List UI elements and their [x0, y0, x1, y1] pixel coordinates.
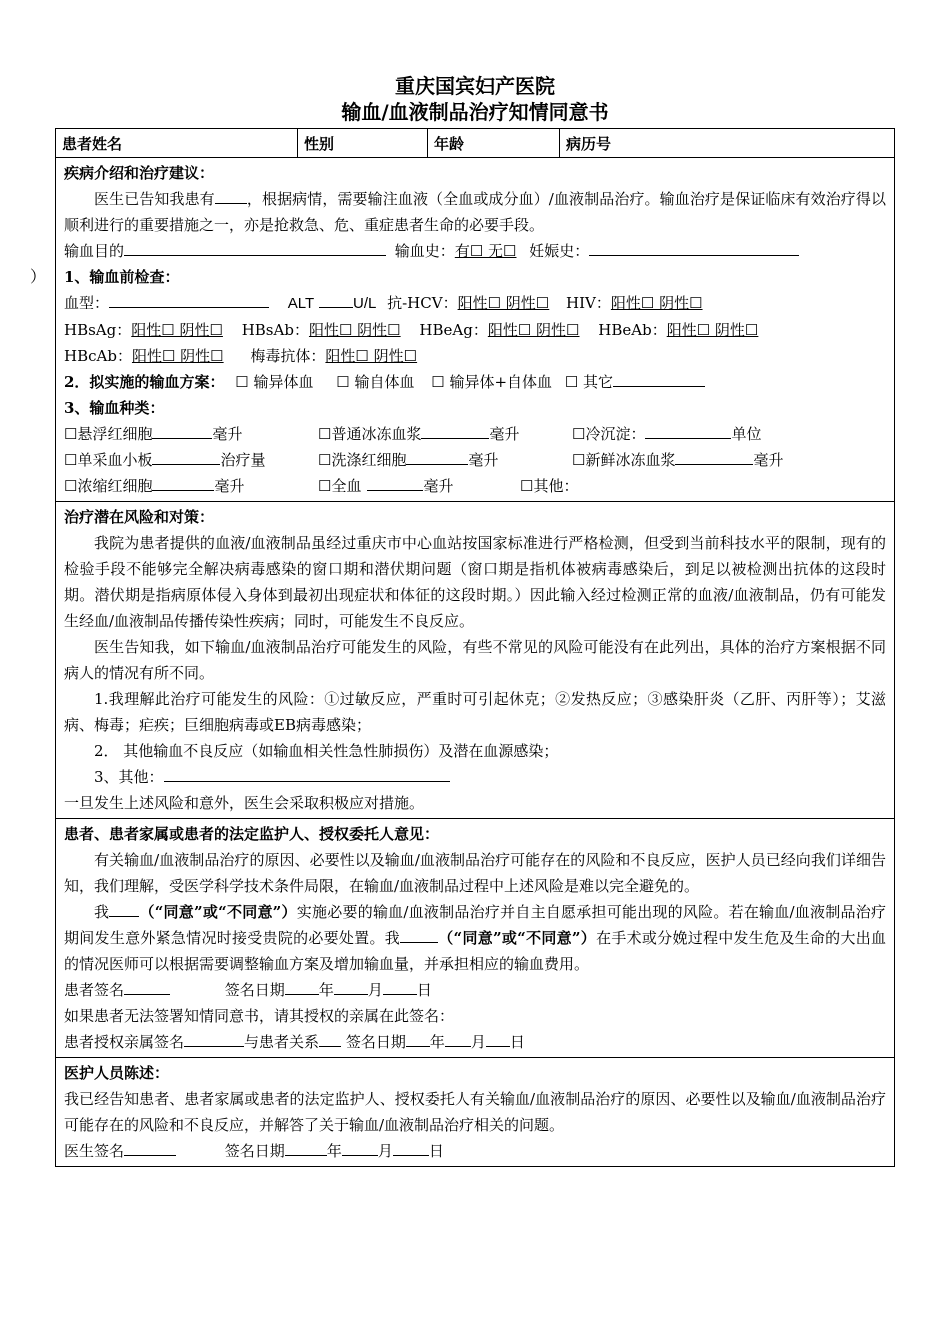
month-label: 月 [470, 1033, 486, 1051]
type-cryoprecipitate[interactable]: ☐冷沉淀： [572, 425, 646, 443]
patient-paragraph-1: 有关输血/血液制品治疗的原因、必要性以及输血/血液制品治疗可能存在的风险和不良反应，医护人员已经向我们详细告知，我们理解，受医学科学技术条件局限，在输血/血液制品过程中上述风险是难以完全避免的。 [64, 851, 886, 895]
blood-type-blank[interactable] [109, 291, 269, 308]
age-cell[interactable]: 年龄 [428, 129, 560, 157]
risk-other-blank[interactable] [164, 765, 450, 782]
plan-option-autologous[interactable]: ☐ 输自体血 [336, 373, 415, 391]
plan-option-other[interactable]: ☐ 其它 [564, 373, 614, 391]
consent-blank-1[interactable] [109, 900, 139, 917]
types-line-3 [64, 473, 886, 499]
disease-paragraph [64, 186, 886, 238]
day-blank[interactable] [486, 1030, 510, 1047]
alt-label: ALT [287, 295, 315, 312]
blank[interactable] [406, 448, 468, 465]
unit: 单位 [731, 425, 762, 443]
plan-other-blank[interactable] [613, 370, 705, 387]
disease-section [56, 158, 894, 502]
syphilis-checkboxes[interactable]: 阳性☐ 阴性☐ [325, 347, 418, 365]
sex-cell[interactable]: 性别 [298, 129, 428, 157]
day-label: 日 [416, 981, 432, 999]
patient-heading: 患者、患者家属或患者的法定监护人、授权委托人意见： [64, 825, 440, 843]
blood-type-label: 血型： [64, 294, 110, 312]
consent-blank-2[interactable] [400, 926, 438, 943]
risk-paragraph-4: 2． 其他输血不良反应（如输血相关性急性肺损伤）及潜在血源感染； [94, 742, 559, 760]
proxy-sign-label: 患者授权亲属签名 [64, 1033, 185, 1051]
risk-paragraph-2: 医生告知我，如下输血/血液制品治疗可能发生的风险，有些不常见的风险可能没有在此列出，具体的治疗方案根据不同病人的情况有所不同。 [64, 638, 886, 682]
plan-option-allogeneic[interactable]: ☐ 输异体血 [235, 373, 314, 391]
type-other[interactable]: ☐其他： [520, 477, 579, 495]
proxy-sign-line [64, 1029, 886, 1055]
hbcab-checkboxes[interactable]: 阳性☐ 阴性☐ [131, 347, 224, 365]
history-label: 输血史： [394, 242, 455, 260]
unit: 毫升 [489, 425, 520, 443]
day-blank[interactable] [383, 978, 417, 995]
patient-sign-blank[interactable] [124, 978, 170, 995]
year-label: 年 [429, 1033, 445, 1051]
day-blank[interactable] [393, 1139, 429, 1156]
hbsag-label: HBsAg： [64, 321, 132, 339]
month-blank[interactable] [445, 1030, 471, 1047]
year-label: 年 [318, 981, 334, 999]
blank[interactable] [645, 422, 731, 439]
date-label: 签名日期 [224, 981, 285, 999]
relation-label: 与患者关系 [244, 1033, 320, 1051]
risk-closing: 一旦发生上述风险和意外，医生会采取积极应对措施。 [64, 794, 425, 812]
purpose-line [64, 238, 886, 264]
purpose-label: 输血目的 [64, 242, 125, 260]
month-label: 月 [367, 981, 383, 999]
text: 我 [94, 903, 110, 921]
history-checkboxes[interactable]: 有☐ 无☐ [454, 242, 517, 260]
document-title: 输血/血液制品治疗知情同意书 [341, 100, 609, 124]
type-washed-rbc[interactable]: ☐洗涤红细胞 [318, 451, 407, 469]
date-label: 签名日期 [224, 1142, 285, 1160]
unit: 毫升 [753, 451, 784, 469]
patient-opinion-section [56, 819, 894, 1058]
disease-heading: 疾病介绍和治疗建议： [64, 164, 215, 182]
text: 实施必要的输血/血液制品治疗并自主自愿承担可能出现的风险。若在输血/血液制品治疗期间发生意外紧急情况时接受贵院的必要处置。我 [64, 903, 886, 947]
types-line-1 [64, 421, 886, 447]
pregnancy-blank[interactable] [589, 239, 799, 256]
risk-paragraph-1: 我院为患者提供的血液/血液制品虽经过重庆市中心血站按国家标准进行严格检测，但受到当前科技水平的限制，现有的检验手段不能够完全解决病毒感染的窗口期和潜伏期问题（窗口期是指机体被病毒感染后，到足以被检测出抗体的这段时期。潜伏期是指病原体侵入身体到最初出现症状和体征的这段时期。）因此输入经过检测正常的血液/血液制品，仍有可能发生经血/血液制品传播传染性疾病；同时，可能发生不良反应。 [64, 534, 886, 630]
patient-sign-label: 患者签名 [64, 981, 125, 999]
unit: 毫升 [468, 451, 499, 469]
pregnancy-label: 妊娠史： [529, 242, 590, 260]
hiv-label: HIV： [566, 294, 611, 312]
blank[interactable] [152, 474, 214, 491]
pretest-line-3 [64, 343, 886, 369]
record-number-cell[interactable]: 病历号 [566, 135, 612, 153]
type-suspended-rbc[interactable]: ☐悬浮红细胞 [64, 425, 153, 443]
hbsab-checkboxes[interactable]: 阳性☐ 阴性☐ [308, 321, 401, 339]
month-blank[interactable] [342, 1139, 378, 1156]
doctor-sign-blank[interactable] [124, 1139, 176, 1156]
unit: 毫升 [423, 477, 454, 495]
diagnosis-blank[interactable] [215, 187, 247, 204]
risk-other-line [64, 764, 886, 790]
risk-paragraph-3: 1.我理解此治疗可能发生的风险：①过敏反应，严重时可引起休克；②发热反应；③感染肝炎（乙肝、丙肝等）；艾滋病、梅毒；疟疾；巨细胞病毒或EB病毒感染； [64, 690, 886, 734]
blank[interactable] [152, 422, 212, 439]
text: 在手术或分娩过程中发生危及生命的大出血的情况医师可以根据需要调整输血方案及增加输血量，并承担相应的输血费用。 [64, 929, 886, 973]
hbcab-label: HBcAb： [64, 347, 132, 365]
patient-info-row [56, 129, 894, 158]
syphilis-label: 梅毒抗体： [250, 347, 326, 365]
blank[interactable] [421, 422, 489, 439]
staff-statement-section [56, 1058, 894, 1166]
year-label: 年 [326, 1142, 342, 1160]
blank[interactable] [152, 448, 220, 465]
risk-section [56, 502, 894, 819]
consent-option-text: （“同意”或“不同意”） [438, 929, 597, 947]
hbeag-checkboxes[interactable]: 阳性☐ 阴性☐ [487, 321, 580, 339]
staff-sign-line [64, 1138, 886, 1164]
day-label: 日 [428, 1142, 444, 1160]
staff-paragraph: 我已经告知患者、患者家属或患者的法定监护人、授权委托人有关输血/血液制品治疗的原因、必要性以及输血/血液制品治疗可能存在的风险和不良反应，并解答了关于输血/血液制品治疗相关的问题。 [64, 1090, 886, 1134]
patient-paragraph-2 [64, 899, 886, 977]
text: 医生已告知我患有 [94, 190, 215, 208]
blank[interactable] [367, 474, 423, 491]
hbsag-checkboxes[interactable]: 阳性☐ 阴性☐ [131, 321, 223, 339]
type-platelets[interactable]: ☐单采血小板 [64, 451, 153, 469]
hbsab-label: HBsAb： [241, 321, 309, 339]
patient-sign-line [64, 977, 886, 1003]
hcv-checkboxes[interactable]: 阳性☐ 阴性☐ [457, 294, 550, 312]
plan-heading: 2．拟实施的输血方案： [64, 373, 225, 391]
types-heading: 3、输血种类： [64, 399, 165, 417]
proxy-sign-blank[interactable] [184, 1030, 244, 1047]
hbeag-label: HBeAg： [419, 321, 488, 339]
purpose-blank[interactable] [124, 239, 386, 256]
type-concentrated-rbc[interactable]: ☐浓缩红细胞 [64, 477, 153, 495]
hospital-name: 重庆国宾妇产医院 [395, 74, 555, 98]
unit: 毫升 [214, 477, 245, 495]
plan-line [64, 369, 886, 395]
risk-heading: 治疗潜在风险和对策： [64, 508, 215, 526]
staff-heading: 医护人员陈述： [64, 1064, 170, 1082]
types-line-2 [64, 447, 886, 473]
pretest-line-2 [64, 317, 886, 343]
date-label: 签名日期 [345, 1033, 406, 1051]
year-blank[interactable] [406, 1030, 430, 1047]
patient-name-cell[interactable]: 患者姓名 [56, 129, 298, 157]
relation-blank[interactable] [319, 1030, 341, 1047]
hbeab-checkboxes[interactable]: 阳性☐ 阴性☐ [666, 321, 759, 339]
day-label: 日 [509, 1033, 525, 1051]
pretest-line-1 [64, 290, 886, 317]
doctor-sign-label: 医生签名 [64, 1142, 125, 1160]
month-blank[interactable] [334, 978, 368, 995]
type-frozen-plasma[interactable]: ☐普通冰冻血浆 [318, 425, 422, 443]
risk-other-label: 3、其他： [94, 768, 164, 786]
type-whole-blood[interactable]: ☐全血 [318, 477, 362, 495]
month-label: 月 [377, 1142, 393, 1160]
blank[interactable] [675, 448, 753, 465]
type-fresh-frozen-plasma[interactable]: ☐新鲜冰冻血浆 [572, 451, 676, 469]
hiv-checkboxes[interactable]: 阳性☐ 阴性☐ [610, 294, 703, 312]
plan-option-mixed[interactable]: ☐ 输异体+自体血 [431, 373, 553, 391]
hcv-label: 抗-HCV： [387, 294, 458, 312]
pretest-heading: 1、输血前检查： [64, 268, 180, 286]
year-blank[interactable] [285, 1139, 327, 1156]
alt-blank[interactable] [319, 291, 353, 308]
margin-mark: ） [30, 267, 47, 286]
alt-unit: U/L [352, 295, 377, 312]
consent-form [55, 128, 895, 1167]
hbeab-label: HBeAb： [598, 321, 667, 339]
consent-option-text: （“同意”或“不同意”） [139, 903, 297, 921]
year-blank[interactable] [285, 978, 319, 995]
unit: 治疗量 [220, 451, 266, 469]
unit: 毫升 [212, 425, 243, 443]
proxy-note: 如果患者无法签署知情同意书，请其授权的亲属在此签名： [64, 1007, 455, 1025]
text: ，根据病情，需要输注血液（全血或成分血）/血液制品治疗。输血治疗是保证临床有效治疗得以顺利进行的重要措施之一，亦是抢救急、危、重症患者生命的必要手段。 [64, 190, 886, 234]
